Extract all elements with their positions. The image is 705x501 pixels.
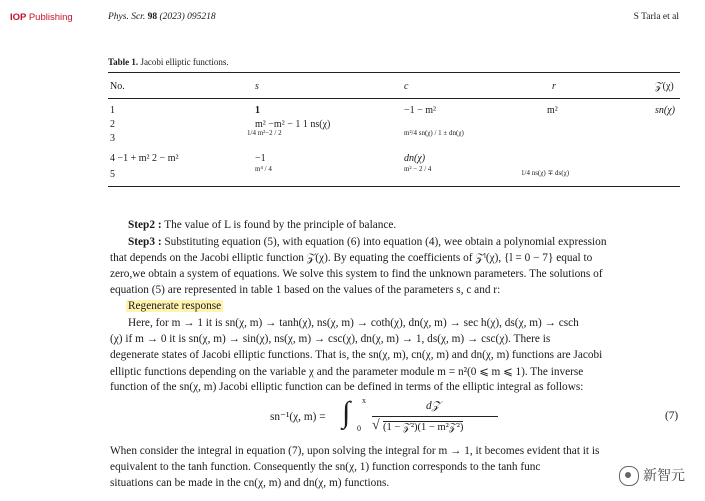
equation-lhs: sn⁻¹(χ, m) = <box>270 411 326 423</box>
table-header-no: No. <box>110 81 125 92</box>
watermark: 新智元 <box>619 465 685 486</box>
author-name: S Tarla et al <box>633 12 679 22</box>
closing-line-1: When consider the integral in equation (7), upon solving the integral for m → 1, it becomes evident that it is <box>110 445 600 457</box>
paragraph-line-1: Here, for m → 1 it is sn(χ, m) → tanh(χ), ns(χ, m) → coth(χ), dn(χ, m) → sec h(χ), ds(χ, m) → csch <box>128 317 579 329</box>
table-header-z: 𝒵(χ) <box>655 81 674 92</box>
paragraph-line-4: elliptic functions depending on the variable χ and the parameter module m = n²(0 ⩽ m ⩽ 1). The inverse <box>110 366 584 378</box>
integral-lower-limit: 0 <box>357 424 361 433</box>
table-header-r: r <box>552 81 556 92</box>
table-row-1-c: −1 − m² <box>404 105 437 116</box>
step3-line-3: zero,we obtain a system of equations. We solve this system to find the unknown parameters. The solutions of <box>110 268 603 280</box>
paragraph-line-5: function of the sn(χ, m) Jacobi elliptic function can be defined in terms of the elliptic integral as follows: <box>110 381 584 393</box>
regenerate-response-button[interactable]: Regenerate response <box>128 300 222 312</box>
step3-line-1: Step3 : Substituting equation (5), with equation (6) into equation (4), wee obtain a polynomial expression <box>128 236 607 248</box>
iop-logo: IOP Publishing <box>10 12 73 23</box>
table-row-3-c: m²/4 sn(χ) / 1 ± dn(χ) <box>404 129 464 137</box>
closing-line-3: situations can be made in the cn(χ, m) and dn(χ, m) functions. <box>110 477 390 489</box>
table-row-5-c: m² − 2 / 4 <box>404 165 432 173</box>
equation-numerator: d𝒵 <box>426 400 441 412</box>
table-header-c: c <box>404 81 409 92</box>
table-header-s: s <box>255 81 259 92</box>
integral-sign: ∫ <box>342 396 351 429</box>
table-bottom-rule <box>108 186 680 187</box>
equation-denominator: (1 − 𝒵²)(1 − m²𝒵²) <box>383 422 464 433</box>
table-row-5-r: 1/4 ns(χ) ∓ ds(χ) <box>521 169 570 177</box>
integral-upper-limit: x <box>362 396 366 405</box>
equation-fraction-bar <box>372 416 498 417</box>
table-row-5-s: m⁴ / 4 <box>255 165 272 173</box>
table-row-3-s: 1/4 m²−2 / 2 <box>247 129 282 137</box>
step3-line-2: that depends on the Jacobi elliptic function 𝒵(χ). By equating the coefficients of 𝒵ˡ(χ), {l = 0 − 7} equal to <box>110 252 593 264</box>
table-row-1-s: 1 <box>255 105 260 116</box>
step3-line-4: equation (5) are represented in table 1 based on the values of the parameters s, c and r: <box>110 284 501 296</box>
wechat-icon <box>619 466 639 486</box>
sqrt-icon: √ <box>372 418 380 433</box>
table-caption: Table 1. Jacobi elliptic functions. <box>108 57 229 67</box>
paragraph-line-2: (χ) if m → 0 it is sn(χ, m) → sin(χ), ns(χ, m) → csc(χ), dn(χ, m) → 1, ds(χ, m) → csc(χ). There is <box>110 333 551 345</box>
table-row-4-s: −1 <box>255 153 266 164</box>
table-row-2-s: m² −m² − 1 1 ns(χ) <box>255 119 331 130</box>
paragraph-line-3: degenerate states of Jacobi elliptic functions. That is, the sn(χ, m), cn(χ, m) and dn(χ, m) functions are Jacobi <box>110 349 603 361</box>
table-header-rule <box>108 98 680 99</box>
equation-number: (7) <box>665 410 679 422</box>
table-row-5-no: 5 <box>110 169 115 180</box>
table-row-3-no: 3 <box>110 133 115 144</box>
table-row-1-r: m² <box>547 105 558 116</box>
table-top-rule <box>108 72 680 73</box>
table-row-1-no: 1 <box>110 105 115 116</box>
table-row-4-c: dn(χ) <box>404 153 426 164</box>
table-row-2-no: 2 <box>110 119 115 130</box>
step2-paragraph: Step2 : The value of L is found by the principle of balance. <box>128 219 397 231</box>
table-row-4-no: 4 −1 + m² 2 − m² <box>110 153 179 164</box>
table-row-1-z: sn(χ) <box>655 105 675 116</box>
journal-citation: Phys. Scr. 98 (2023) 095218 <box>108 12 216 22</box>
closing-line-2: equivalent to the tanh function. Consequently the sn(χ, 1) function corresponds to the tanh func <box>110 461 541 473</box>
